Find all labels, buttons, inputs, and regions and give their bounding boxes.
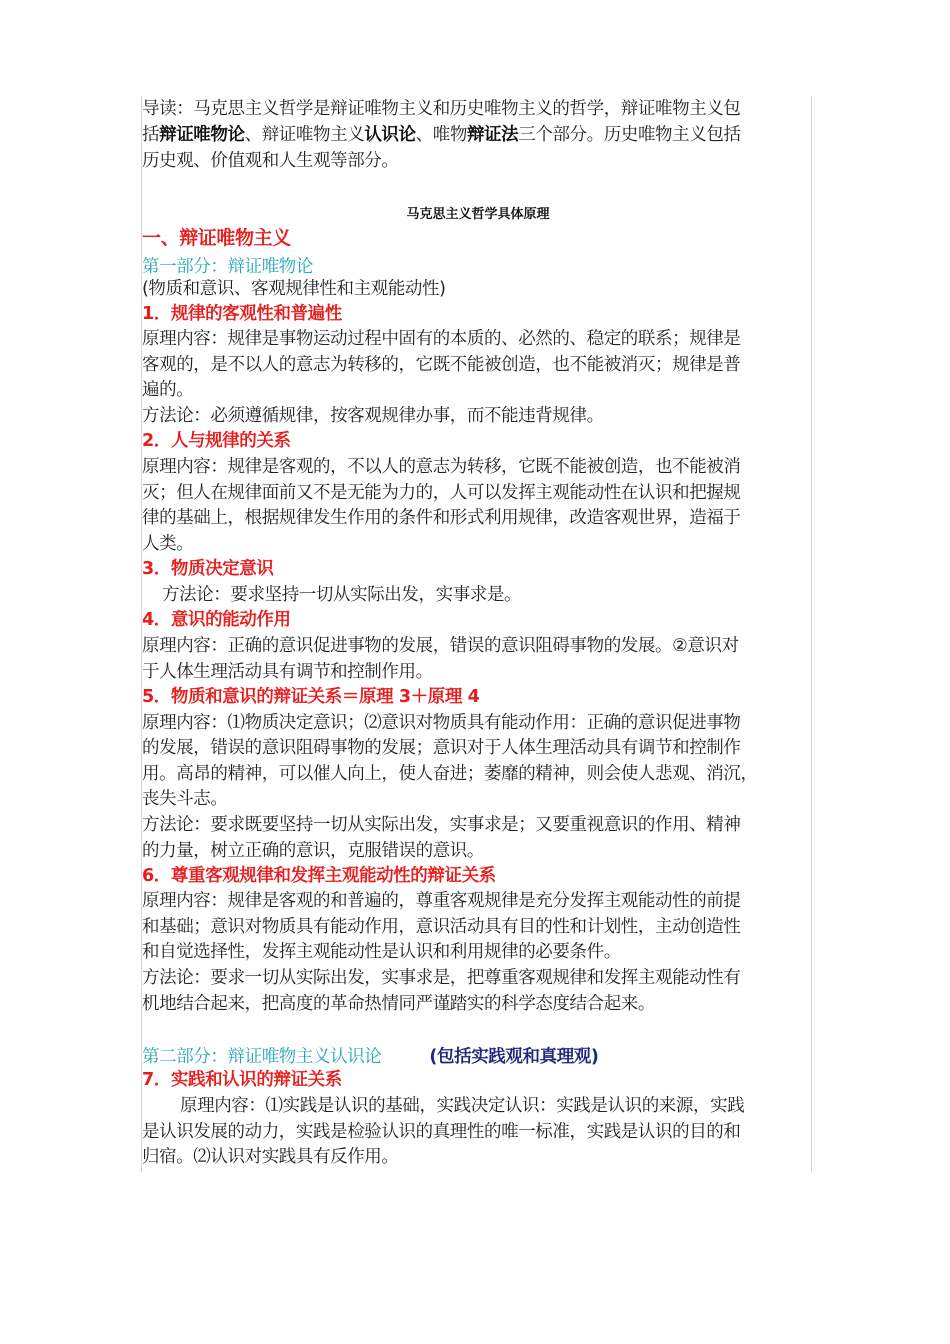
principle-1-line: 遍的。 — [142, 380, 194, 400]
principle-4-line: 原理内容：正确的意识促进事物的发展，错误的意识阻碍事物的发展。②意识对 — [142, 636, 739, 656]
principle-7-line: 是认识发展的动力，实践是检验认识的真理性的唯一标准，实践是认识的目的和 — [142, 1122, 741, 1142]
part-2-title-row — [142, 1045, 814, 1070]
principle-6-heading: 6．尊重客观规律和发挥主观能动性的辩证关系 — [142, 866, 496, 886]
principle-5-heading: 5．物质和意识的辩证关系＝原理 3＋原理 4 — [142, 687, 480, 707]
principle-6-line: 原理内容：规律是客观的和普遍的，尊重客观规律是充分发挥主观能动性的前提 — [142, 891, 741, 911]
part-1-subtitle: (物质和意识、客观规律性和主观能动性) — [142, 279, 446, 299]
principle-7-line: 原理内容：⑴实践是认识的基础，实践决定认识：实践是认识的来源，实践 — [180, 1096, 745, 1116]
part-1-title: 第一部分：辩证唯物论 — [142, 257, 313, 277]
intro-text: 三个部分。历史唯物主义包括 — [518, 125, 741, 145]
intro-term-epistemology: 认识论 — [364, 125, 416, 145]
principle-3-method: 方法论：要求坚持一切从实际出发，实事求是。 — [162, 585, 522, 605]
principle-5-method: 的力量，树立正确的意识，克服错误的意识。 — [142, 841, 484, 861]
principle-5-line: 原理内容：⑴物质决定意识；⑵意识对物质具有能动作用：正确的意识促进事物 — [142, 713, 741, 733]
principle-2-heading: 2．人与规律的关系 — [142, 431, 291, 451]
intro-term-materialism: 辩证唯物论 — [159, 125, 245, 145]
intro-term-dialectics: 辩证法 — [466, 125, 519, 145]
principle-1-heading: 1．规律的客观性和普遍性 — [142, 304, 342, 324]
principle-4-line: 于人体生理活动具有调节和控制作用。 — [142, 662, 433, 682]
intro-line-2 — [142, 123, 814, 148]
principle-4-heading: 4．意识的能动作用 — [142, 610, 291, 630]
principle-1-line: 客观的，是不以人的意志为转移的，它既不能被创造，也不能被消灭；规律是普 — [142, 355, 741, 375]
intro-text: 、唯物 — [415, 125, 467, 145]
principle-6-line: 和基础；意识对物质具有能动作用，意识活动具有目的性和计划性，主动创造性 — [142, 917, 741, 937]
principle-7-heading: 7．实践和认识的辩证关系 — [142, 1070, 342, 1090]
principle-5-line: 的发展，错误的意识阻碍事物的发展；意识对于人体生理活动具有调节和控制作 — [142, 738, 741, 758]
intro-line-1: 导读：马克思主义哲学是辩证唯物主义和历史唯物主义的哲学，辩证唯物主义包 — [142, 99, 741, 119]
principle-5-line: 丧失斗志。 — [142, 789, 228, 809]
intro-line-3: 历史观、价值观和人生观等部分。 — [142, 151, 399, 171]
principle-5-line: 用。高昂的精神，可以催人向上，使人奋进；萎靡的精神，则会使人悲观、消沉， — [142, 764, 758, 784]
principle-2-line: 人类。 — [142, 534, 194, 554]
principle-2-line: 灭；但人在规律面前又不是无能为力的，人可以发挥主观能动性在认识和把握规 — [142, 483, 741, 503]
principle-1-method: 方法论：必须遵循规律，按客观规律办事，而不能违背规律。 — [142, 406, 604, 426]
principle-2-line: 原理内容：规律是客观的，不以人的意志为转移，它既不能被创造，也不能被消 — [142, 457, 741, 477]
intro-text: 、辩证唯物主义 — [244, 125, 365, 145]
principle-6-line: 和自觉选择性，发挥主观能动性是认识和利用规律的必要条件。 — [142, 942, 621, 962]
part-2-title: 第二部分：辩证唯物主义认识论 — [142, 1047, 382, 1067]
section-heading-1: 一、辩证唯物主义 — [142, 227, 291, 249]
principle-6-method: 机地结合起来，把高度的革命热情同严谨踏实的科学态度结合起来。 — [142, 994, 655, 1014]
principle-1-line: 原理内容：规律是事物运动过程中固有的本质的、必然的、稳定的联系；规律是 — [142, 329, 741, 349]
principle-3-heading: 3．物质决定意识 — [142, 559, 274, 579]
principle-5-method: 方法论：要求既要坚持一切从实际出发，实事求是；又要重视意识的作用、精神 — [142, 815, 741, 835]
principle-6-method: 方法论：要求一切从实际出发，实事求是，把尊重客观规律和发挥主观能动性有 — [142, 968, 741, 988]
doc-title: 马克思主义哲学具体原理 — [406, 207, 550, 222]
principle-2-line: 律的基础上，根据规律发生作用的条件和形式利用规律，改造客观世界，造福于 — [142, 508, 741, 528]
intro-text: 括 — [142, 125, 160, 145]
principle-7-line: 归宿。⑵认识对实践具有反作用。 — [142, 1147, 399, 1167]
part-2-note: (包括实践观和真理观) — [429, 1047, 599, 1067]
